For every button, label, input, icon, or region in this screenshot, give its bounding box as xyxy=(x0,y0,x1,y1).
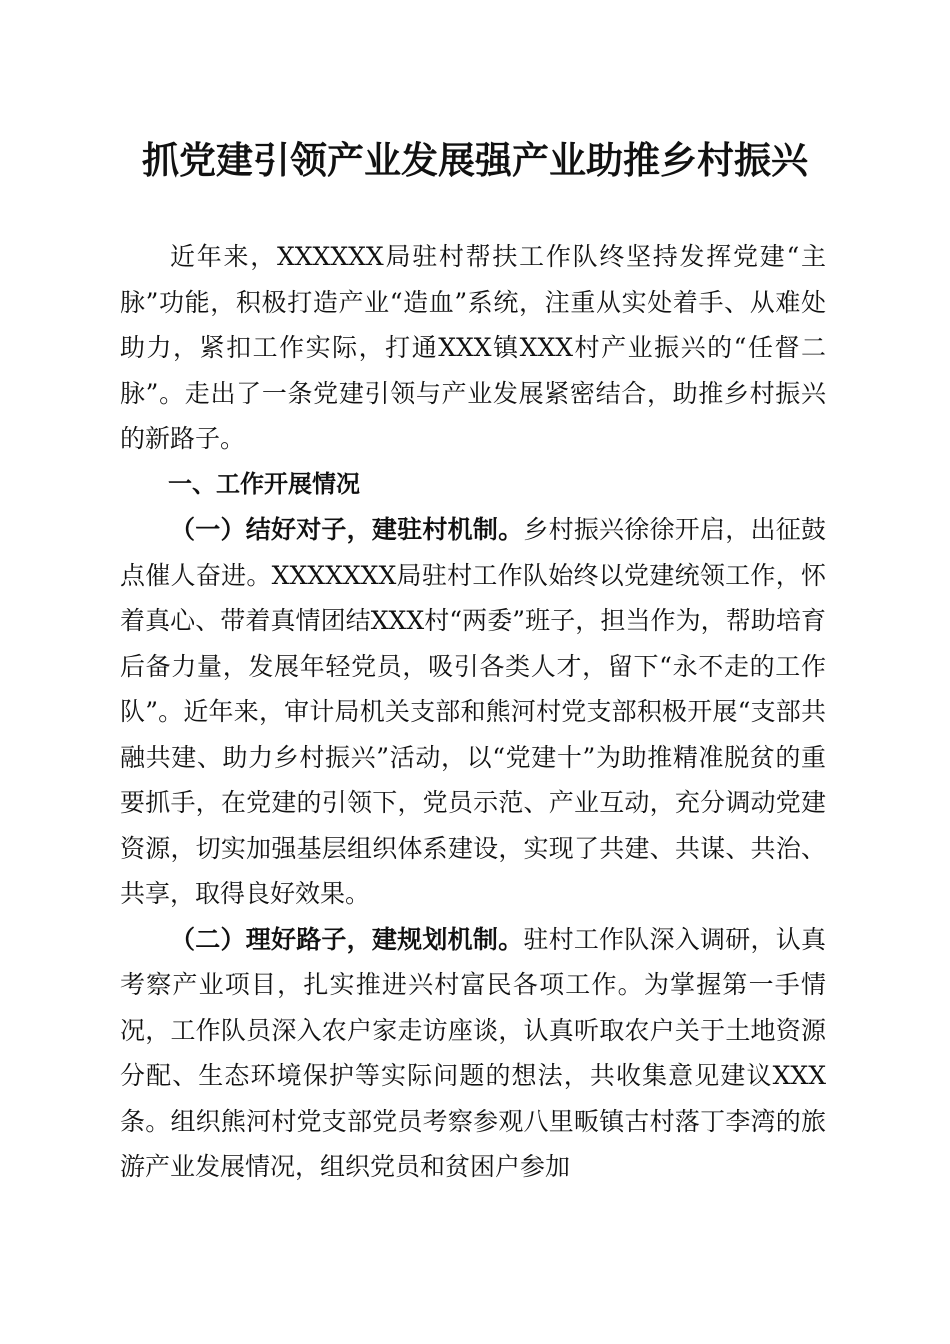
item-paragraph-1 xyxy=(120,507,826,917)
item-paragraph-2 xyxy=(120,917,826,1190)
item-lead-1: （一）结好对子，建驻村机制。 xyxy=(170,515,524,544)
document-body xyxy=(120,234,826,1190)
intro-paragraph: 近年来，XXXXXX局驻村帮扶工作队终坚持发挥党建“主脉”功能，积极打造产业“造血”系统，注重从实处着手、从难处助力，紧扣工作实际，打通XXX镇XXX村产业振兴的“任督二脉”。走出了一条党建引领与产业发展紧密结合，助推乡村振兴的新路子。 xyxy=(120,242,826,453)
page-title: 抓党建引领产业发展强产业助推乡村振兴 xyxy=(142,138,808,182)
item-lead-2: （二）理好路子，建规划机制。 xyxy=(170,924,524,954)
section-heading: 一、工作开展情况 xyxy=(168,469,360,498)
item-text-1: 乡村振兴徐徐开启，出征鼓点催人奋进。XXXXXXX局驻村工作队始终以党建统领工作，怀着真心、带着真情团结XXX村“两委”班子，担当作为，帮助培育后备力量，发展年轻党员，吸引各类人才，留下“永不走的工作队”。近年来，审计局机关支部和熊河村党支部积极开展“支部共融共建、助力乡村振兴”活动，以“党建十”为助推精准脱贫的重要抓手，在党建的引领下，党员示范、产业互动，充分调动党建资源，切实加强基层组织体系建设，实现了共建、共谋、共治、共享，取得良好效果。 xyxy=(120,515,826,908)
item-text-2: 驻村工作队深入调研，认真考察产业项目，扎实推进兴村富民各项工作。为掌握第一手情况，工作队员深入农户家走访座谈，认真听取农户关于土地资源分配、生态环境保护等实际问题的想法，共收集意见建议XXX条。组织熊河村党支部党员考察参观八里畈镇古村落丁李湾的旅游产业发展情况，组织党员和贫困户参加 xyxy=(120,924,826,1181)
